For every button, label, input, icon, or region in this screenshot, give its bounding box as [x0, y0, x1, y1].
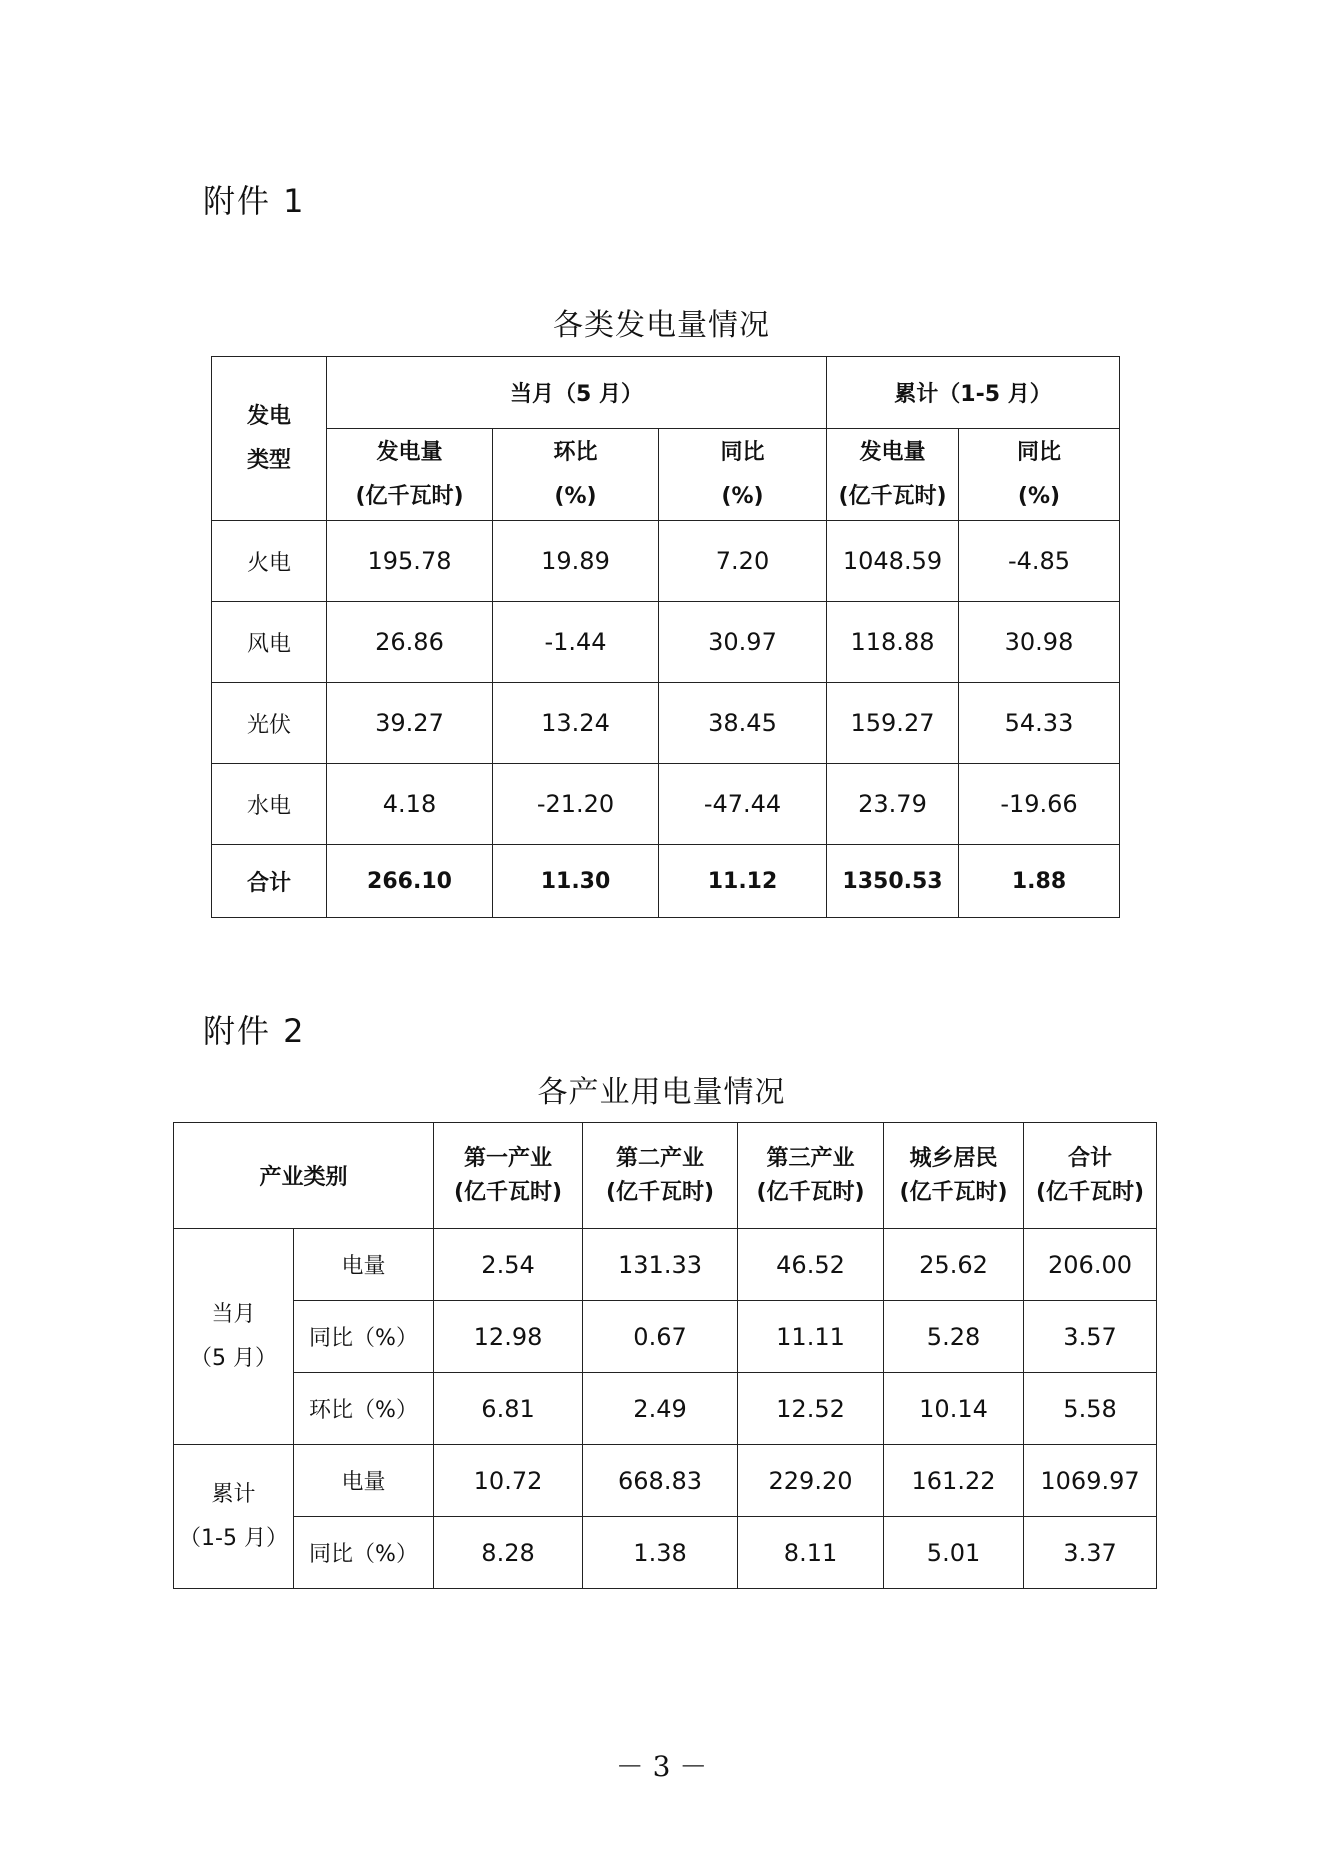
secondary-industry-header-line1: 第二产业 [616, 1145, 705, 1171]
month-mom-cell: 11.30 [493, 845, 659, 918]
primary-industry-header-line2: (亿千瓦时) [453, 1179, 563, 1205]
generation-type-header [212, 357, 327, 521]
table-row [174, 1229, 1157, 1301]
metric-label: 同比（%） [294, 1517, 434, 1589]
residential-header-line2: (亿千瓦时) [899, 1179, 1008, 1205]
tertiary-industry-cell: 46.52 [738, 1229, 884, 1301]
metric-label: 电量 [294, 1229, 434, 1301]
residential-cell: 25.62 [884, 1229, 1024, 1301]
secondary-industry-cell: 0.67 [583, 1301, 738, 1373]
month-mom-header [493, 429, 659, 521]
month-generation-header-line2: (亿千瓦时) [355, 483, 464, 509]
industry-category-header: 产业类别 [174, 1123, 434, 1229]
residential-cell: 10.14 [884, 1373, 1024, 1445]
tertiary-industry-cell: 8.11 [738, 1517, 884, 1589]
attachment-1-heading: 附件 1 [203, 182, 306, 220]
residential-header-line1: 城乡居民 [909, 1145, 998, 1171]
page-number: － 3 － [615, 1750, 708, 1783]
table-row [174, 1373, 1157, 1445]
month-generation-cell: 4.18 [327, 764, 493, 845]
month-generation-cell: 26.86 [327, 602, 493, 683]
table-row [212, 764, 1120, 845]
cumulative-yoy-header-line1: 同比 [1016, 439, 1061, 465]
month-group-label-line2: （5 月） [190, 1345, 277, 1371]
month-mom-header-line1: 环比 [553, 439, 598, 465]
table-row [212, 683, 1120, 764]
month-mom-cell: 19.89 [493, 521, 659, 602]
residential-cell: 161.22 [884, 1445, 1024, 1517]
industry-total-cell: 206.00 [1024, 1229, 1157, 1301]
generation-type-cell: 水电 [212, 764, 327, 845]
industry-table [173, 1122, 1157, 1589]
cumulative-generation-cell: 23.79 [827, 764, 959, 845]
primary-industry-cell: 12.98 [434, 1301, 583, 1373]
month-generation-cell: 195.78 [327, 521, 493, 602]
residential-cell: 5.01 [884, 1517, 1024, 1589]
tertiary-industry-cell: 12.52 [738, 1373, 884, 1445]
attachment-2-heading: 附件 2 [203, 1012, 306, 1050]
generation-type-header-line1: 发电 [246, 403, 291, 429]
cumulative-generation-cell: 159.27 [827, 683, 959, 764]
tertiary-industry-cell: 229.20 [738, 1445, 884, 1517]
cumulative-yoy-cell: 30.98 [959, 602, 1120, 683]
generation-type-cell: 合计 [212, 845, 327, 918]
month-yoy-cell: 30.97 [659, 602, 827, 683]
month-group-header: 当月（5 月） [327, 357, 827, 429]
industry-table-title: 各产业用电量情况 [537, 1075, 786, 1110]
tertiary-industry-header-line1: 第三产业 [766, 1145, 855, 1171]
generation-table-title: 各类发电量情况 [553, 308, 770, 343]
metric-label: 环比（%） [294, 1373, 434, 1445]
month-group-label-line1: 当月 [211, 1301, 256, 1327]
tertiary-industry-header-line2: (亿千瓦时) [756, 1179, 865, 1205]
secondary-industry-cell: 1.38 [583, 1517, 738, 1589]
month-generation-header-line1: 发电量 [376, 439, 443, 465]
primary-industry-header-line1: 第一产业 [464, 1145, 553, 1171]
primary-industry-cell: 10.72 [434, 1445, 583, 1517]
table-row [212, 521, 1120, 602]
month-group-label [174, 1229, 294, 1445]
cumulative-yoy-cell: 1.88 [959, 845, 1120, 918]
month-generation-cell: 266.10 [327, 845, 493, 918]
metric-label: 电量 [294, 1445, 434, 1517]
table-row [174, 1301, 1157, 1373]
industry-total-header-line2: (亿千瓦时) [1035, 1179, 1145, 1205]
month-yoy-header-line2: (%) [721, 483, 764, 509]
secondary-industry-cell: 131.33 [583, 1229, 738, 1301]
cumulative-group-label [174, 1445, 294, 1589]
cumulative-yoy-header-line2: (%) [1017, 483, 1061, 509]
secondary-industry-cell: 2.49 [583, 1373, 738, 1445]
cumulative-group-label-line1: 累计 [211, 1481, 256, 1507]
tertiary-industry-cell: 11.11 [738, 1301, 884, 1373]
month-mom-header-line2: (%) [554, 483, 597, 509]
month-mom-cell: -1.44 [493, 602, 659, 683]
primary-industry-header [434, 1123, 583, 1229]
cumulative-yoy-cell: -19.66 [959, 764, 1120, 845]
generation-table [211, 356, 1120, 918]
cumulative-generation-cell: 1350.53 [827, 845, 959, 918]
cumulative-group-header: 累计（1-5 月） [827, 357, 1120, 429]
total-row [212, 845, 1120, 918]
industry-total-cell: 5.58 [1024, 1373, 1157, 1445]
cumulative-generation-header-line1: 发电量 [859, 439, 926, 465]
generation-type-cell: 火电 [212, 521, 327, 602]
month-yoy-cell: 38.45 [659, 683, 827, 764]
cumulative-yoy-header [959, 429, 1120, 521]
month-yoy-cell: 7.20 [659, 521, 827, 602]
residential-cell: 5.28 [884, 1301, 1024, 1373]
industry-total-header-line1: 合计 [1068, 1145, 1113, 1171]
tertiary-industry-header [738, 1123, 884, 1229]
generation-type-cell: 光伏 [212, 683, 327, 764]
cumulative-generation-cell: 118.88 [827, 602, 959, 683]
generation-type-header-line2: 类型 [246, 447, 291, 473]
metric-label: 同比（%） [294, 1301, 434, 1373]
table-row [174, 1517, 1157, 1589]
month-generation-cell: 39.27 [327, 683, 493, 764]
cumulative-generation-header-line2: (亿千瓦时) [838, 483, 947, 509]
month-yoy-cell: 11.12 [659, 845, 827, 918]
secondary-industry-header [583, 1123, 738, 1229]
cumulative-yoy-cell: 54.33 [959, 683, 1120, 764]
primary-industry-cell: 2.54 [434, 1229, 583, 1301]
generation-type-cell: 风电 [212, 602, 327, 683]
primary-industry-cell: 6.81 [434, 1373, 583, 1445]
cumulative-group-label-line2: （1-5 月） [179, 1525, 288, 1551]
secondary-industry-cell: 668.83 [583, 1445, 738, 1517]
month-generation-header [327, 429, 493, 521]
primary-industry-cell: 8.28 [434, 1517, 583, 1589]
industry-total-cell: 3.37 [1024, 1517, 1157, 1589]
secondary-industry-header-line2: (亿千瓦时) [605, 1179, 715, 1205]
table-row [212, 602, 1120, 683]
month-mom-cell: 13.24 [493, 683, 659, 764]
month-yoy-cell: -47.44 [659, 764, 827, 845]
cumulative-yoy-cell: -4.85 [959, 521, 1120, 602]
industry-total-header [1024, 1123, 1157, 1229]
month-yoy-header [659, 429, 827, 521]
month-yoy-header-line1: 同比 [720, 439, 765, 465]
industry-total-cell: 3.57 [1024, 1301, 1157, 1373]
cumulative-generation-cell: 1048.59 [827, 521, 959, 602]
industry-total-cell: 1069.97 [1024, 1445, 1157, 1517]
residential-header [884, 1123, 1024, 1229]
month-mom-cell: -21.20 [493, 764, 659, 845]
cumulative-generation-header [827, 429, 959, 521]
table-row [174, 1445, 1157, 1517]
